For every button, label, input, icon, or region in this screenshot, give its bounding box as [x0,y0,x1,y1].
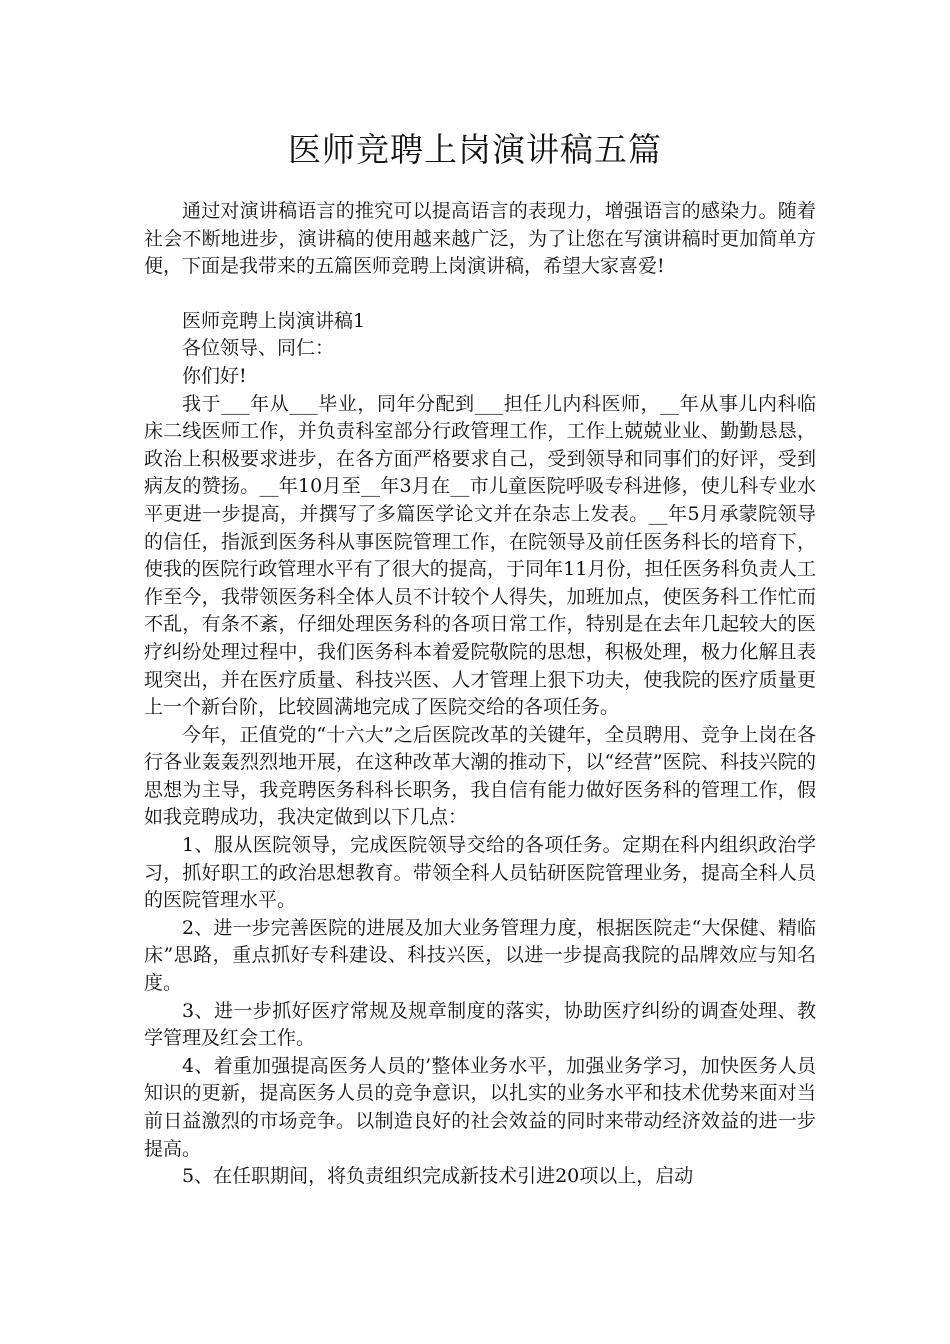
intro-paragraph: 通过对演讲稿语言的推究可以提高语言的表现力，增强语言的感染力。随着社会不断地进步，演讲稿的使用越来越广泛，为了让您在写演讲稿时更加简单方便，下面是我带来的五篇医师竞聘上岗演讲稿，希望大家喜爱! [144,200,816,278]
list-item-2: 2、进一步完善医院的进展及加大业务管理力度，根据医院走“大保健、精临床”思路，重点抓好专科建设、科技兴医，以进一步提高我院的品牌效应与知名度。 [144,916,816,995]
document-body [144,198,816,1191]
body-paragraph: 我于___年从___毕业，同年分配到___担任儿内科医师，__年从事儿内科临床二线医师工作，并负责科室部分行政管理工作，工作上兢兢业业、勤勤恳恳，政治上积极要求进步，在各方面严格要求自己，受到领导和同事们的好评，受到病友的赞扬。__年10月至__年3月在__市儿童医院呼吸专科进修，使儿科专业水平更进一步提高，并撰写了多篇医学论文并在杂志上发表。__年5月承蒙院领导的信任，指派到医务科从事医院管理工作，在院领导及前任医务科长的培育下，使我的医院行政管理水平有了很大的提高，于同年11月份，担任医务科负责人工作至今，我带领医务科全体人员不计较个人得失，加班加点，使医务科工作忙而不乱，有条不紊，仔细处理医务科的各项日常工作，特别是在去年几起较大的医疗纠纷处理过程中，我们医务科本着爱院敬院的思想，积极处理，极力化解且表现突出，并在医疗质量、科技兴医、人才管理上狠下功夫，使我院的医疗质量更上一个新台阶，比较圆满地完成了医院交给的各项任务。 [144,392,816,719]
list-item-5: 5、在任职期间，将负责组织完成新技术引进20项以上，启动 [182,1165,694,1188]
paragraph-gap [144,281,816,308]
list-item-4: 4、着重加强提高医务人员的’整体业务水平，加强业务学习，加快医务人员知识的更新，提高医务人员的竞争意识，以扎实的业务水平和技术优势来面对当前日益激烈的市场竞争。以制造良好的社会效益的同时来带动经济效益的进一步提高。 [144,1054,816,1160]
section-heading: 医师竞聘上岗演讲稿1 [182,309,366,332]
list-item-3: 3、进一步抓好医疗常规及规章制度的落实，协助医疗纠纷的调查处理、教学管理及红会工作。 [144,999,816,1050]
greeting: 你们好! [182,364,247,387]
document-title: 医师竞聘上岗演讲稿五篇 [288,130,662,169]
list-item-1: 1、服从医院领导，完成医院领导交给的各项任务。定期在科内组织政治学习，抓好职工的政治思想教育。带领全科人员钻研医院管理业务，提高全科人员的医院管理水平。 [144,834,816,912]
body-paragraph: 今年，正值党的“十六大”之后医院改革的关键年，全员聘用、竞争上岗在各行各业轰轰烈烈地开展，在这种改革大潮的推动下，以“经营”医院、科技兴院的思想为主导，我竞聘医务科科长职务，我自信有能力做好医务科的管理工作，假如我竞聘成功，我决定做到以下几点： [144,723,816,829]
salutation: 各位领导、同仁： [182,337,335,360]
